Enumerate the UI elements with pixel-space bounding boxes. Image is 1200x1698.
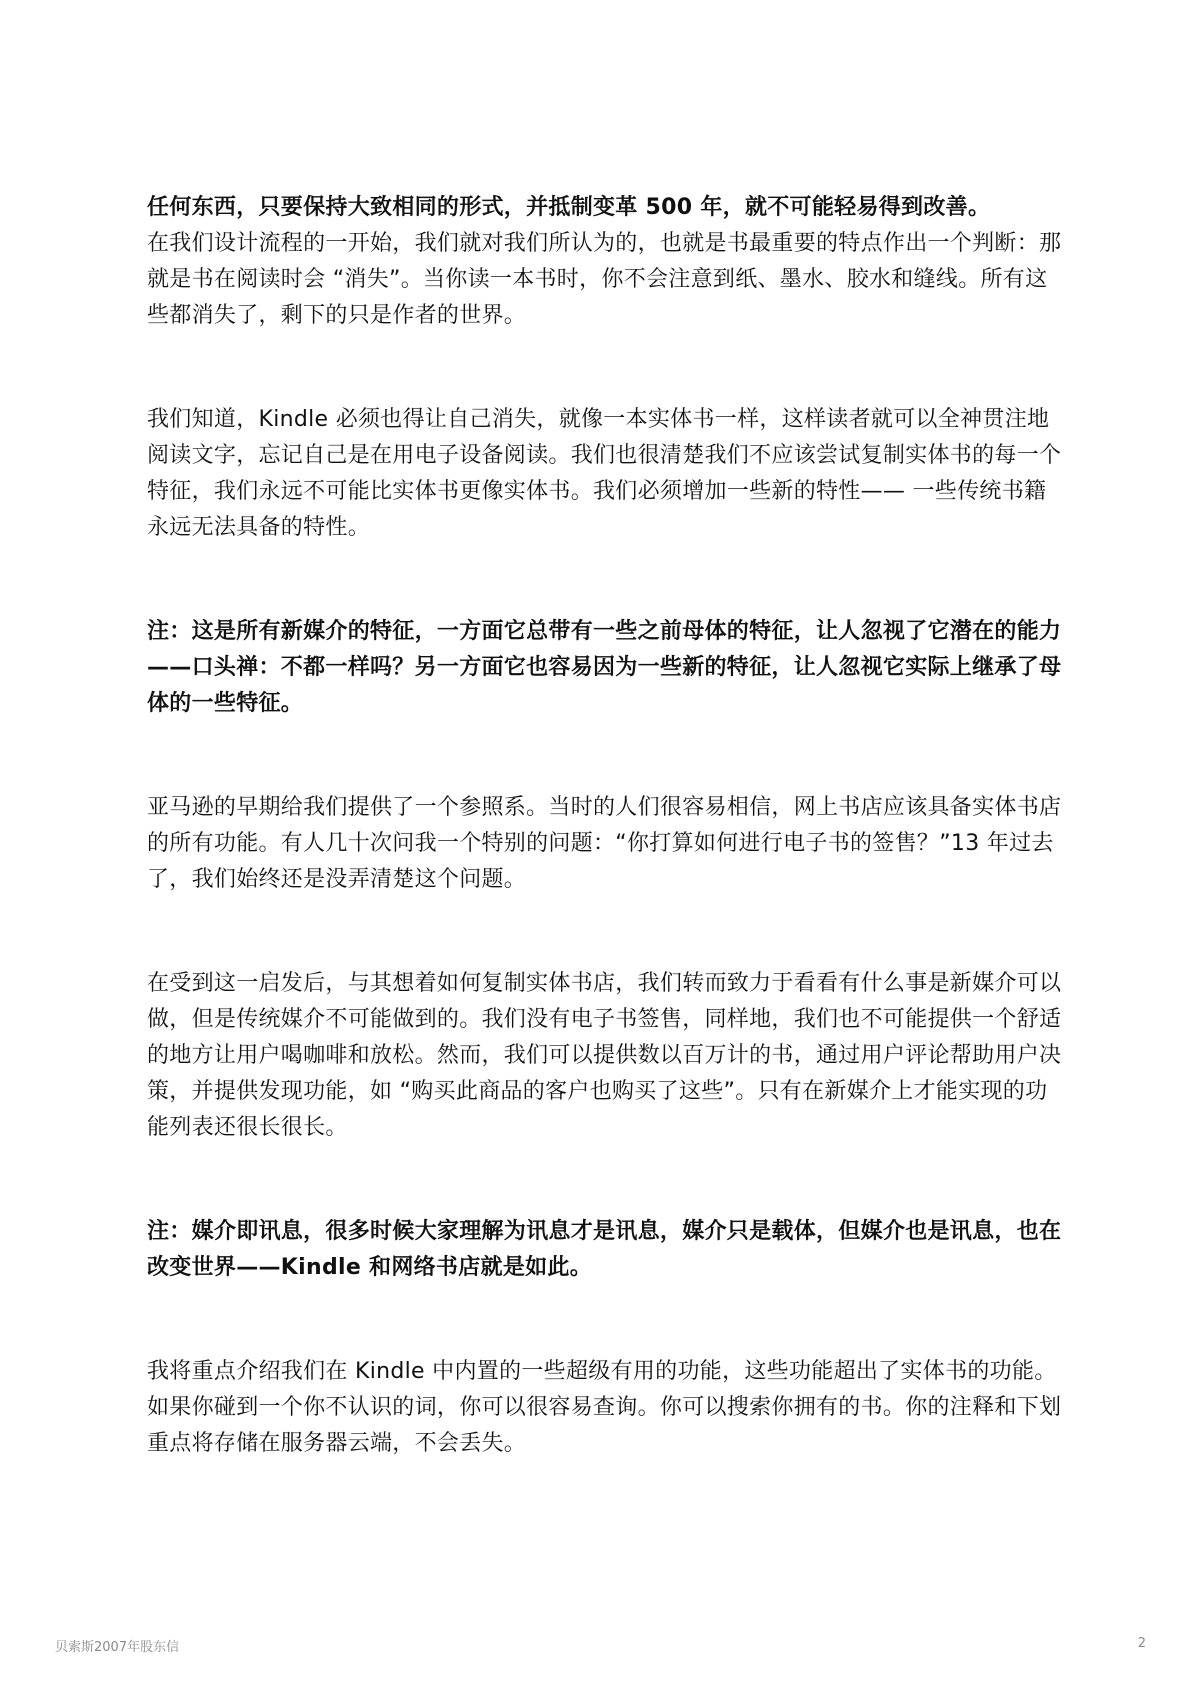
note-2: 注：媒介即讯息，很多时候大家理解为讯息才是讯息，媒介只是载体，但媒介也是讯息，也在改变世界——Kindle 和网络书店就是如此。 [147,1219,1062,1280]
main-content [147,190,1067,1530]
paragraph-4: 在受到这一启发后，与其想着如何复制实体书店，我们转而致力于看看有什么事是新媒介可以做，但是传统媒介不可能做到的。我们没有电子书签售，同样地，我们也不可能提供一个舒适的地方让用户喝咖啡和放松。然而，我们可以提供数以百万计的书，通过用户评论帮助用户决策，并提供发现功能，如 “购买此商品的客户也购买了这些”。只有在新媒介上才能实现的功能列表还很长很长。 [147,971,1062,1140]
footer-page-number: 2 [1137,1636,1146,1651]
paragraph-3: 亚马逊的早期给我们提供了一个参照系。当时的人们很容易相信，网上书店应该具备实体书店的所有功能。有人几十次问我一个特别的问题：“你打算如何进行电子书的签售？”13 年过去了，我们始终还是没弄清楚这个问题。 [147,795,1062,892]
note-1: 注：这是所有新媒介的特征，一方面它总带有一些之前母体的特征，让人忽视了它潜在的能力——口头禅：不都一样吗？另一方面它也容易因为一些新的特征，让人忽视它实际上继承了母体的一些特征。 [147,619,1062,716]
paragraph-2: 我们知道，Kindle 必须也得让自己消失，就像一本实体书一样，这样读者就可以全神贯注地阅读文字，忘记自己是在用电子设备阅读。我们也很清楚我们不应该尝试复制实体书的每一个特征，我们永远不可能比实体书更像实体书。我们必须增加一些新的特性—— 一些传统书籍永远无法具备的特性。 [147,407,1062,540]
paragraph-1 [147,190,1067,334]
paragraph-1-text: 在我们设计流程的一开始，我们就对我们所认为的，也就是书最重要的特点作出一个判断：那就是书在阅读时会 “消失”。当你读一本书时，你不会注意到纸、墨水、胶水和缝线。所有这些都消失了，剩下的只是作者的世界。 [147,231,1062,328]
paragraph-1-lead: 任何东西，只要保持大致相同的形式，并抵制变革 500 年，就不可能轻易得到改善。 [147,195,991,220]
paragraph-5: 我将重点介绍我们在 Kindle 中内置的一些超级有用的功能，这些功能超出了实体书的功能。如果你碰到一个你不认识的词，你可以很容易查询。你可以搜索你拥有的书。你的注释和下划重点将存储在服务器云端，不会丢失。 [147,1359,1062,1456]
footer-document-title: 贝索斯2007年股东信 [55,1640,180,1655]
